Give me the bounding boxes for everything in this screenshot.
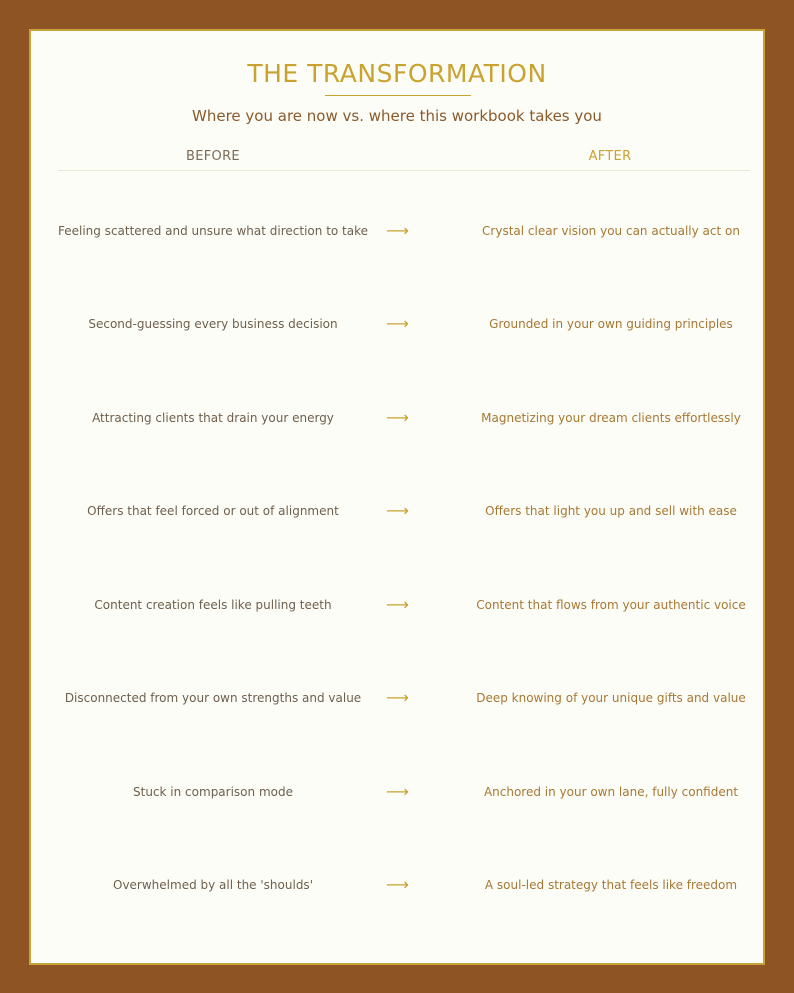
before-item: Stuck in comparison mode bbox=[133, 785, 293, 799]
transformation-row bbox=[31, 777, 763, 807]
title-underline bbox=[325, 95, 471, 96]
after-item: Anchored in your own lane, fully confident bbox=[483, 785, 739, 799]
arrow-right-icon: ⟶ bbox=[386, 688, 409, 707]
before-item: Attracting clients that drain your energy bbox=[92, 411, 334, 425]
after-item: Content that flows from your authentic voice bbox=[476, 598, 746, 612]
transformation-row bbox=[31, 496, 763, 526]
transformation-row bbox=[31, 683, 763, 713]
transformation-row bbox=[31, 590, 763, 620]
header-divider bbox=[58, 170, 750, 171]
arrow-right-icon: ⟶ bbox=[386, 408, 409, 427]
after-item: Magnetizing your dream clients effortlessly bbox=[481, 411, 741, 425]
transformation-row bbox=[31, 870, 763, 900]
page-title: THE TRANSFORMATION bbox=[247, 59, 547, 88]
arrow-right-icon: ⟶ bbox=[386, 501, 409, 520]
workbook-page bbox=[29, 29, 765, 965]
before-item: Overwhelmed by all the 'shoulds' bbox=[113, 878, 313, 892]
page-subtitle: Where you are now vs. where this workbook takes you bbox=[192, 107, 602, 125]
before-item: Second-guessing every business decision bbox=[88, 317, 338, 331]
after-item: Deep knowing of your unique gifts and value bbox=[476, 691, 746, 705]
arrow-right-icon: ⟶ bbox=[386, 782, 409, 801]
before-item: Disconnected from your own strengths and value bbox=[64, 691, 362, 705]
before-column-header: BEFORE bbox=[186, 149, 240, 164]
transformation-row bbox=[31, 403, 763, 433]
transformation-row bbox=[31, 216, 763, 246]
before-item: Offers that feel forced or out of alignment bbox=[87, 504, 339, 518]
arrow-right-icon: ⟶ bbox=[386, 221, 409, 240]
before-item: Feeling scattered and unsure what direction to take bbox=[57, 224, 369, 238]
arrow-right-icon: ⟶ bbox=[386, 314, 409, 333]
arrow-right-icon: ⟶ bbox=[386, 875, 409, 894]
after-item: Offers that light you up and sell with ease bbox=[485, 504, 737, 518]
after-item: Grounded in your own guiding principles bbox=[489, 317, 733, 331]
after-column-header: AFTER bbox=[588, 149, 632, 164]
arrow-right-icon: ⟶ bbox=[386, 595, 409, 614]
after-item: Crystal clear vision you can actually act on bbox=[482, 224, 740, 238]
after-item: A soul-led strategy that feels like freedom bbox=[484, 878, 738, 892]
before-item: Content creation feels like pulling teeth bbox=[94, 598, 332, 612]
transformation-row bbox=[31, 309, 763, 339]
